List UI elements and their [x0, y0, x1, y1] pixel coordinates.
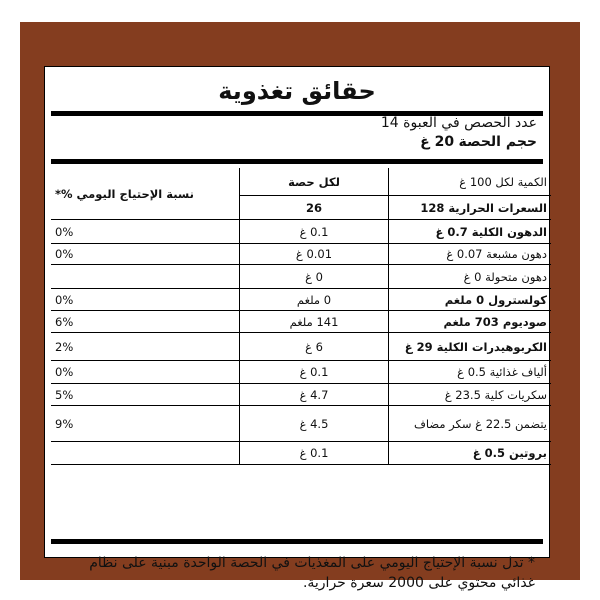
serving-size-label: حجم الحصة	[458, 134, 537, 150]
nutrient-name: بروتين 0.5 غ	[389, 442, 552, 465]
per-serving-value: 6 غ	[240, 333, 389, 361]
per-serving-value: 0.01 غ	[240, 244, 389, 265]
daily-value: 6%	[51, 311, 240, 333]
servings-per-pack: عدد الحصص في العبوة 14	[380, 115, 537, 131]
daily-value: 0%	[51, 244, 240, 265]
nutrient-name: سكريات كلية 23.5 غ	[389, 384, 552, 406]
daily-value: 9%	[51, 406, 240, 442]
per-serving-value: 141 ملغم	[240, 311, 389, 333]
daily-value: 0%	[51, 289, 240, 311]
calories-per-serving: 26	[240, 196, 389, 220]
table-row	[51, 289, 551, 311]
daily-value	[51, 442, 240, 465]
nutrition-table	[51, 168, 551, 465]
per-serving-value: 0.1 غ	[240, 220, 389, 244]
table-header-row	[51, 168, 551, 196]
daily-value: 5%	[51, 384, 240, 406]
serving-info	[381, 114, 537, 152]
per100-header: الكمية لكل 100 غ	[389, 168, 552, 196]
daily-value-header: نسبة الإحتياج اليومي %*	[51, 168, 240, 220]
per-serving-value: 0 غ	[240, 265, 389, 289]
serving-size	[381, 133, 537, 152]
divider	[51, 159, 543, 164]
nutrition-facts-label	[44, 66, 550, 591]
table-row	[51, 333, 551, 361]
divider	[51, 539, 543, 544]
nutrient-name: دهون مشبعة 0.07 غ	[389, 244, 552, 265]
daily-value: 0%	[51, 220, 240, 244]
nutrient-name: الدهون الكلية 0.7 غ	[389, 220, 552, 244]
table-row	[51, 311, 551, 333]
label-title: حقائق تغذوية	[218, 77, 376, 105]
table-row	[51, 406, 551, 442]
daily-value: 0%	[51, 361, 240, 384]
nutrient-name: ألياف غذائية 0.5 غ	[389, 361, 552, 384]
daily-value: 2%	[51, 333, 240, 361]
nutrient-name: دهون متحولة 0 غ	[389, 265, 552, 289]
table-row	[51, 384, 551, 406]
table-row	[51, 361, 551, 384]
calories-label: السعرات الحرارية 128	[389, 196, 552, 220]
nutrient-name: يتضمن 22.5 غ سكر مضاف	[389, 406, 552, 442]
serving-size-value: 20 غ	[420, 134, 455, 150]
footnote: * تدل نسبة الإحتياج اليومي على المغذيات في الحصة الواحدة مبنية على نظام غذائي محتوي على 2000 سعرة حرارية.	[89, 555, 535, 591]
per-serving-header: لكل حصة	[240, 168, 389, 196]
daily-value	[51, 265, 240, 289]
table-row	[51, 265, 551, 289]
per-serving-value: 4.7 غ	[240, 384, 389, 406]
table-row	[51, 220, 551, 244]
per-serving-value: 4.5 غ	[240, 406, 389, 442]
nutrient-name: الكربوهيدرات الكلية 29 غ	[389, 333, 552, 361]
per-serving-value: 0 ملغم	[240, 289, 389, 311]
table-row	[51, 442, 551, 465]
table-row	[51, 244, 551, 265]
nutrient-name: صوديوم 703 ملغم	[389, 311, 552, 333]
per-serving-value: 0.1 غ	[240, 442, 389, 465]
per-serving-value: 0.1 غ	[240, 361, 389, 384]
nutrient-name: كولسترول 0 ملغم	[389, 289, 552, 311]
